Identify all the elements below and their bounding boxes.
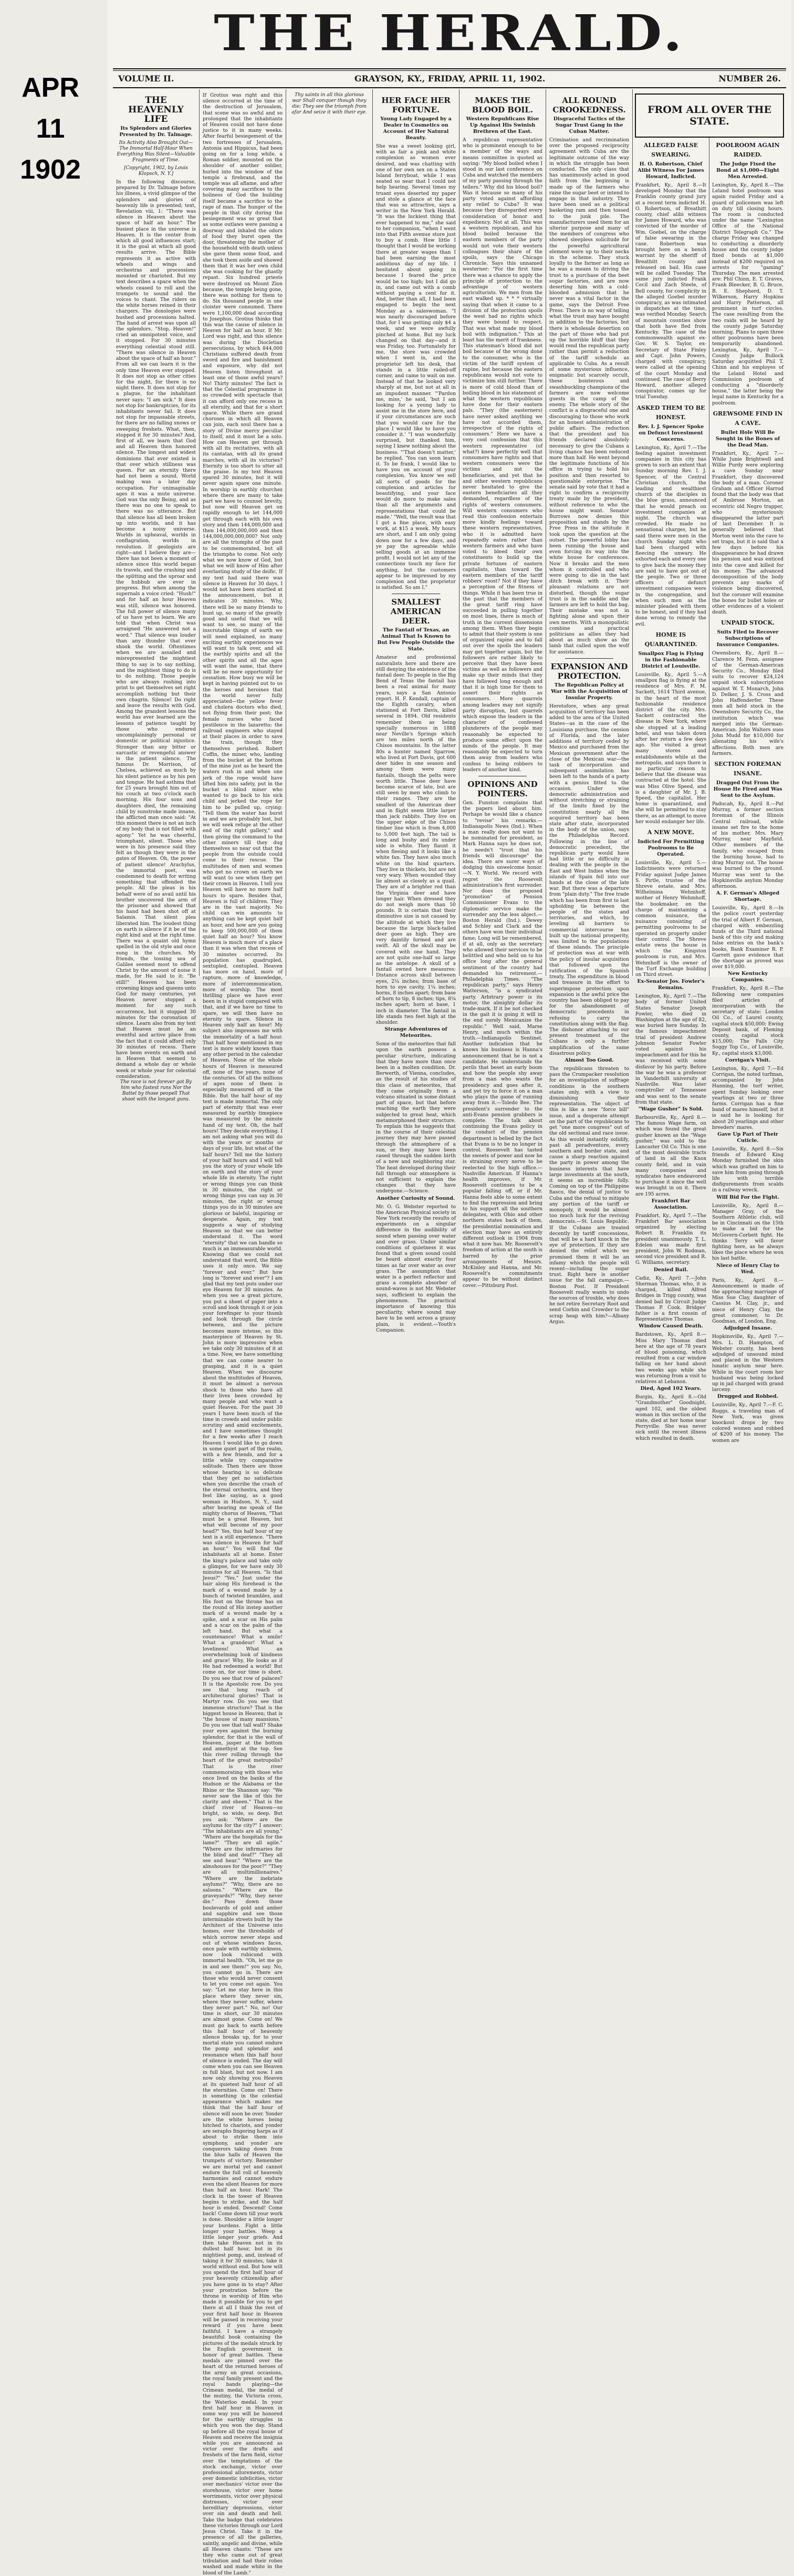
- item-body: Louisville, Ky., April 8.—Manager Gray, of the Southern Athletic club, will be in Cincinnati on the 15th to make a bid for the McGovern-Corbett fight. He thinks Terry will favor fighting here, as he always likes the place where he won his last battle.: [712, 1202, 783, 1262]
- item-body: Louisville, Ky., April 7.—F. C. Ruggs, a traveling man of New York, was given knockout drops by two colored women and robbed of $200 of his money. The women are: [712, 1402, 783, 1443]
- state-news-banner: FROM ALL OVER THE STATE.: [635, 94, 784, 138]
- item-subhead: Indicted For Permitting Poolrooms to Be Operated.: [638, 839, 704, 858]
- dateline: GRAYSON, KY., FRIDAY, APRIL 11, 1902.: [354, 74, 546, 84]
- article-deck: Its Activity Also Brought Out—The Immortal Half-Hour When Everything Was Silent—Valuable Fragments of Time.: [117, 140, 195, 163]
- masthead-rule-top: [113, 68, 786, 69]
- item-body: Lexington, Ky., April 8.—The Leland hotel poolroom was again raided Friday and a guard of policemen was left on duty till closing hours. The room is conducted under the name "Lexington Office of the National District Telegraph Co." The charge Friday was changed to conducting a disorderly house and the county judge fixed bonds at $1,000 instead of $200 required on arrests for "gaming" Thursday. The men arrested are: Phil Chinn, E. T. Graves, Frank Bleecker, B. G. Bruce, B. E. Shepherd, D. T. Wilkerson, Harry Hopkins and Harry Patterson, all prominent in turf circles. The case resulting from the two raids will be heard by the county judge Saturday morning. Plans to open three other poolrooms have been temporarily abandoned. Lexington, Ky., April 7.—County Judge Bullock Saturday acquitted Phil T. Chinn and his employes of the Leland Hotel and Commission poolroom of conducting a "disorderly house," the latter being the legal name in Kentucky for a poolroom.: [712, 182, 783, 406]
- article-body: Heretofore, when any great acquisition of territory has been added to the area of the United States—as in the case of the Louisiana purchase, the cession of Florida, and the later additions of territory ceded by Mexico and purchased from the Mexican government after the close of the Mexican war—the task of incorporation and subsequent assimilation has been left to the hands of a party with a genius fitted to the occasion. Under wise democratic administration and without stretching or straining of the limits fixed by the constitution nearly all the acquired territory has been state after state, incorporated in the body of the union, says the Philadelphia Record. Following in the line of democratic precedent, the republican party would have had little or no difficulty in dealing with the people in the East and West Indies when the islands of Spain fell into our hands at the close of the late war. But there was a departure from "plain duty." The free trade which has been from first to last upholding tie between the people of the states and territories, and which, by leveling all barriers to commercial intercourse has built up the national prosperity, was limited to the populations of these islands. The principle of protection was at war with the policy of insular acquisition that followed upon the ratification of the Spanish treaty. The expenditure in blood and treasure in the effort to superimpose protection upon expansion is the awful price the country has been obliged to pay for the abandonment of democratic precedents in refusing to carry the constitution along with the flag. The dishonor attaching to our present treatment of the Cubans is only a further amplification of the same disastrous policy.: [549, 703, 629, 1056]
- item-subhead: Niece of Henry Clay to Wed.: [716, 1262, 779, 1275]
- column-1: [113, 89, 200, 1103]
- item-body: Paris, Ky., April 8.—Announcement is made of the approaching marriage of Miss Sue Clay, daughter of Cassius M. Clay, jr., and niece of Henry Clay, the great commoner, to Dr. Goodman, of London, Eng.: [712, 1277, 783, 1325]
- article-body: The republicans threaten to pass the Crumpacker resolution for an investigation of suffrage conditions in the southern states only, with a view to diminishing their representation. The object of this is like a new "force bill" issue, and a desperate attempt on the part of the republicans to get "one more congress" out of the old sectional and race issue. As this would instantly solidify, past all peradventure, every southern and border state, and cause a sharp reaction against the party in power among the business interests that have large investments at the south, it seems an incredible folly. Coming on top of the Philippine fiasco, the denial of justice to Cuba and the refusal to mitigate any portion of the tariff or monopoly, it would be almost too much luck for the reviving democrats.—St. Louis Republic. If the Cubans are treated decently by tariff concessions, that will be a hard knock in the eye of protection. If they are denied the relief which we promised them it will be an infamy which the people will resent—including the sugar trust. Right here is another issue for the fall campaign.—Boston Post. If President Roosevelt really wants to undo the sources of trouble, why does he not retire Secretary Root and send Corbin and Crowder to the scrap heap with him?—Albany Argus.: [549, 1066, 629, 1325]
- stamp-day: 11: [36, 113, 65, 144]
- column-2: [200, 89, 286, 2576]
- item-headline: HOME IS QUARANTINED.: [644, 631, 697, 648]
- column-4: [373, 89, 459, 1333]
- item-body: Burgin, Ky., April 8.—Old "Grandmother" Goodnight, aged 102, and the oldest woman in this section of the state, died at her home near Perryville. She was never sick until the recent illness which resulted in death.: [635, 1394, 706, 1441]
- item-subhead: "Wage Gusher" Is Sold.: [638, 1106, 704, 1113]
- date-stamp: [3, 67, 98, 190]
- item-subhead: New Kentucky Companies.: [727, 971, 768, 983]
- masthead-rule-thin: [113, 70, 786, 71]
- item-subhead: Corrigan's Visit.: [725, 1057, 771, 1063]
- item-body: Lexington, Ky., April 7.—Ed Corrigan, the noted turfman, accompanied by John Hanning, the turf writer, spent Sunday looking over yearlings at two or three farms. Corrigan has a fine band of mares himself, but it is said he is looking for about 20 yearlings and other breeders' mares.: [712, 1065, 783, 1130]
- item-body: Hopkinsville, Ky., April 7.—Mrs. L. D. Hampton, of Webster county, has been adjudged of unsound mind and placed in the Western lunatic asylum near here. While in the court room her husband was being locked up in jail charged with grand larceny.: [712, 1334, 783, 1393]
- item-body: Lexington, Ky., April 7.—The body of former United States Senator Joseph Fowler, who died in Washington at the age of 82, was buried here Sunday. In the famous impeachment trial of president Andrew Johnson Senator Fowler voted against his impeachment and for this he was received with some disfavor by his party. Before the war he was a professor in Vanderbilt university at Nashville. Was later comptroller of Tennessee and was sent to the senate from that state.: [635, 993, 706, 1105]
- item-subhead: Smallpox Flag is Flying in the Fashionable District of Louisville.: [638, 650, 704, 669]
- item-body: Louisville, Ky., April 5.—A smallpox flag is flying at the residence of Mrs. F. M. Sackett, 1614 Third avenue, in the heart of the most fashionable residence district of the city. Mrs. Sackett contracted the disease in New York, where she stopped at a leading hotel, and was taken down after her return a few days ago. She visited a great many stores and establishments while at the metropolis, and says there is no particular reason to believe that the disease was contracted at the hotel. She was Miss Olive Speed, and is a daughter of Mr. J. B. Speed, the capitalist. Her home is quarantined, and she will be permitted to stay there, as an attempt to move her would endanger her life.: [635, 671, 706, 825]
- item-body: Barbourville, Ky., April 8.—The famous Wage farm, on which was found the great gusher known as the "Wage gusher," was sold to the Lancaster Oil Co. This is one of the most desirable tracts of land in all the Knox county field, and in vain many companies and syndicates have endeavored to purchase it since the well was brought in on it. There are 195 acres.: [635, 1115, 706, 1197]
- item-body: Louisville, Ky., April 8.—In the police court yesterday the trial of Albert F. German, charged with embezzling funds of the Third national bank of this city and making false entries on the bank's books, Bank Examiner R. P. Garrett gave evidence that the shortage as proved was over $19,000.: [712, 905, 783, 970]
- item-subhead: Will Bid For the Fight.: [716, 1194, 779, 1200]
- copyright-line: [Copyright, 1902, by Louis Klopsch, N. Y.]: [124, 165, 188, 176]
- item-subhead: Window Caused Death.: [639, 1323, 703, 1329]
- masthead-title: THE HERALD.: [214, 4, 685, 62]
- item-body: Paducah, Ky., April 8.—Pat Murray, a former section foreman of the Illinois Central railroad, while insane set fire to the home of his mother, Mrs. Mary Murray, near Mayfield. Other members of the family, who escaped from the burning house, had to drag Murray out. The house was burned to the ground. Murray was sent to the Hopkinsville asylum Monday afternoon.: [712, 801, 783, 889]
- item-subhead: Adjudged Insane.: [723, 1325, 772, 1332]
- item-subhead: Gave Up Part of Their Cuticle.: [717, 1131, 778, 1144]
- article-subhead: Almost Too Good.: [565, 1057, 614, 1064]
- item-body: Frankfort, Ky., April 7.—The Frankfort Bar association organized by electing Robert B. Franklin its president unanimously. T. L. Edelen was made first president, John W. Rodman, second vice president and R. G. Williams, secretary.: [635, 1212, 706, 1266]
- article-body: Gen. Funston complains that the papers lied about him. Perhaps he would like a chance to "revise" his remarks.—Indianapolis News (Ind.). When a man really does not want to be nominated for president, as Mark Hanna says he does not, he needn't "trust that his friends will discourage" the idea. There are surer ways of dodging this unwelcome honor.—N. Y. World. We record with regret the Roosevelt administration's first surrender. Nor does the proposed "promotion" of Pension Commissioner Evans to the diplomatic service make the surrender any the less abject.—Boston Herald (Ind.). Dewey and Schley and Clark and the others have won their individual fame; Long will be remembered, if at all, only as the secretary who allowed their services to be belittled and who held on to his office long after the general sentiment of the country had demanded his retirement.—Philadelphia Times. "The republican party," says Henry Watterson, "is a syndicated party. Arbitrary power is its motor, the almighty dollar its trade-mark. If it be not checked in the gait it is going it will in the end surely Mexicanize the republic." Well said, Marse Henry, and much within the truth.—Indianapolis Sentinel. Another indication that he knows his business is Hanna's announcement that he is not a candidate. He understands the perils that beset an early boom and how the people shy away from a man who wants the presidency and goes after it, and yet try to force it on a man who plays the game of running away from it.—Toledo Bee. The president's surrender to the anti-Evans pension grabbers is complete. The talk about continuing the Evans policy in the conduct of the pension department is belied by the fact that Evans is to be no longer in control. Roosevelt has tasted the sweets of power and now he is straining every nerve to be reelected to the high office.—Nashville American. If Hanna's health improves, if Mr. Roosevelt continues to be a popular falling off, or if Mr. Hanna feels able to some extent to find the repression and bring to his support all the southern delegates, with Ohio and other northern states back of them, the presidential nomination and election may have an entirely different outlook in 1904 from what it now has. Mr. Roosevelt's freedom of action at the south is barred by the prior arrangements of Messrs. McKinley and Hanna, and Mr. Roosevelt's commitments appear to be without distinct cover.—Pittsburg Post.: [463, 799, 542, 1289]
- article-body: In the following discourse, prepared by Dr. Talmage before his illness, a vivid glimpse of the splendors and glories of heavenly life is presented; text, Revelation viii, 1: "There was silence in Heaven about the space of half an hour." The busiest place in the universe is Heaven. It is the center from which all good influences start; it is the goal at which all good results arrive. The Bible represents it as active with wheels and wings and orchestras and processions mounted or charioted. But my text describes a space when the wheels ceased to roll and the trumpets to sound and the voices to chant. The riders on the white horses reined in their chargers. The doxologies were hushed and processions halted. The hand of arrest was upon all the splendors. "Stop, Heaven!" cried an omnipotent voice, and it stopped. For 30 minutes everything celestial stood still. "There was silence in Heaven about the space of half an hour." From all we can learn it is the only time Heaven ever stopped. It does not stop as other cities for the night, for there is no night there. It does not stop for a plague, for the inhabitant never says: "I am sick." It does not stop for bankruptcies, for its inhabitants never fail. It does not stop for impassable streets, for there are no falling snows or sweeping freshets. What, then, stopped it for 30 minutes? And, first of all, we learn that God and all Heaven then honored silence. The longest and widest dominions that ever existed is that over which stillness was queen. For an eternity there had not been a sound. World making was a later day occupation. For unimaginable ages it was a mute universe. God was the only Being, and as there was no one to speak to there was no utterance. But that silence has all been broken up into worlds, and it has become a noisy universe. Worlds in upheaval, worlds in conflagration, worlds in revolution. If geologists are right—and I believe they are—there has not been a moment of silence since this world began its travels, and the crashing and the splitting and the uproar and the hubbub are ever in progress. But when among the supernals a voice cried: "Hush!" and for half an hour Heaven was still, silence was honored. The full power of silence many of us have yet to learn. We are told that when Christ was arraigned "He answered not a word." That silence was louder than any thunder that ever shook the world. Oftentimes when we are assailed and misrepresented the mightiest thing to say is to say nothing, and the mightiest thing to do is to do nothing. Those people who are always rushing into print to get themselves set right accomplish nothing but their own chagrin. Silence! Do right and leave the results with God. Among the grandest lessons the world has ever learned are the lessons of patience taught by those who endured uncomplainingly personal or domestic or political injustice. Stronger than any bitter or sarcastic or revengeful answer is the patient silence. The famous Dr. Morrison, of Chelsea, achieved as much by his silent patience as by his pen and tongue. He had asthma that for 25 years brought him out of his couch at two o'clock each morning. His four sons and daughters died, the remaining child by sunstroke made insane, the afflicted man once said: "At this moment there is not an inch of my body that is not filled with agony." Yet he was cheerful, triumphant, silent. Those who were in his presence said they felt as though they were in the gates of Heaven. Oh, the power of patient silence! Arachylus, the immortal poet, was condemned to death for writing something that offended the people. All the pleas in his behalf were of no avail until his brother uncovered the arm of the prisoner and showed that his hand had been shot off at Salamis. That silent plea liberated him. The loudest thing on earth is silence if it be of the right kind and at the right time. There was a quaint old hymn spelled in the old style and once sung in the churches. My friends, the tossing sea of Galilee seemed most to offend Christ by the amount of noise it made, for He said to it: "Be still!" Heaven has been crowning kings and queens unto God for many centuries, yet Heaven never stopped a moment for any such occurrence, but it stopped 30 minutes for the coronation of silence. Learn also from my text that Heaven must be an eventful and active place from the fact that it could afford only 30 minutes of recess. There have been events on earth and in Heaven that seemed to demand a whole day or whole week or whole year for celestial consideration.: [116, 179, 196, 1079]
- item-subhead: H. O. Robertson, Chief Alibi Witness For James Howard, Indicted.: [638, 161, 704, 180]
- article-headline: SMALLEST AMERICAN DEER.: [390, 597, 442, 626]
- item-headline: A NEW MOVE.: [647, 829, 695, 836]
- article-subhead: Disgraceful Tactics of the Sugar Trust Gang in the Cuban Matter.: [553, 116, 625, 134]
- article-subhead: The Fantail of Texas, an Animal That Is Known to But Few People Outside the State.: [377, 627, 455, 652]
- item-headline: GREWSOME FIND IN A CAVE.: [713, 410, 783, 427]
- column-5: [459, 89, 546, 1289]
- item-subhead: The Judge Fixed the Bond at $1,000—Eight Men Arrested.: [716, 161, 779, 180]
- item-subhead: Frankfort Bar Association.: [651, 1198, 691, 1210]
- article-body-continued: If Grotius was right and this silence occurred at the time of the destruction of Jerusalem, that scene was so awful and so prolonged that the inhabitants of Heaven could not have done justice to it in many weeks. After fearful besiegement of the two fortresses of Jerusalem, Antonia and Hippicus, had been going on for a long while, a Roman soldier, mounted on the shoulder of another soldier, hurled into the window of the temple a firebrand, and the temple was all aflame, and after covering many sacrifices to the holiness of God the building itself became a sacrifice to the rage of man. The hunger of the people in that city during the besiegement was so great that as some outlaws were passing a doorway and inhaled the odors of food they burst open the door, threatening the mother of the household with death unless she gave them some food, and she took them aside and showed them that it was her own child she was cooking for the ghastly repast. Six hundred priests were destroyed on Mount Zion because, the temple being gone, there was nothing for them to do. Six thousand people in one cloister were consumed. There were 1,100,000 dead according to Josephus. Grotius thinks that this was the cause of silence in Heaven for half an hour. If Mr. Lord was right, and this silence was during the Diocletian persecutions, by which 844,000 Christians suffered death from sword and fire and banishment and exposure, why did not Heaven listen throughout at least one of those awful years? No! Thirty minutes! The fact is that the Celestial programme is so crowded with spectacle that it can afford only one recess in all eternity, and that for a short space. While there are grand choruses in which all Heaven can join, each soul there has a story of Divine mercy peculiar to itself, and it must be a solo. How can Heaven get through with all its recitatives, with all its cantatas, with all its grand marches, with all its victories? Eternity is too short to utter all the praise. In my text Heaven spared 30 minutes, but it will never again spare one minute. In worship in earthly churches where there are many to take part we have to counsel brevity, but now will Heaven get on rapidly enough to let 144,000 get through each with his own story and then 144,000,000 and then 144,000,000,000 and then 144,000,000,000,000? Not only are all the triumphs of the past to be commemorated, but all the triumphs to come. Not only what we now know of God, but what we will know of Him after everlasting study of the deific. If my text had said there was silence in Heaven for 30 days, I would not have been startled at the announcement, but it indicates 30 minutes. Why, there will be so many friends to hunt up, so many of the greatly good and useful that we will want to see, so many of the inscrutable things of earth we will need explained, so many exciting earthly experiences we will want to talk over, and all the earthly spirits and all the other spirits and all the ages will want the same, that there will be no more opportunity for cessation. How busy we will be kept in having pointed out to us the heroes and heroines that the world never fully appreciated—the yellow fever and cholera doctors who died, not flying from their post; the female nurses who faced pestilence in the lazaretto; the railroad engineers who stayed at their places in order to save the train, though they themselves perished. Robert Coffin, the miner, who, landing from the bucket at the bottom of the mine just as he heard the waters rush in and when one jerk of the rope would have lifted him into safety, put in the bucket a blind miner who wanted to go back to his sick child and jerked the rope for him to be pulled up, crying: "Tell them the water has burst in and we are probably lost, but we will seek refuge at the other end of the right gallery," and then giving the command to the other miners till they dug themselves so near out that the people from the outside could come to their rescue. The multitudes of men and women who get no crown on earth we will want to see when they get their crown in Heaven. I tell you Heaven will have no more half hours to spare. Besides that, Heaven is full of children. They are in the vast majority. No child can win amounts to anything can be kept quiet half an hour, and how are you going to keep 500,000,000 of them quiet half an hour? You know Heaven is much more of a place than it was when that recess of 30 minutes occurred. Its population has quadrupled, sextupled, centupled. Heaven has more on hand, more of rapture, more of knowledge, more of intercommunication, more of worship. The most thrilling place we have ever been in is stupid compared with that, and if we have no time to spare, we will then have no eternity to spare. Silence in Heaven only half an hour! My subject also impresses me with the immortality of a half hour. That half hour mentioned in my text is more widely known than any other period in the calendar of Heaven. None of the whole hours of Heaven is measured off, none of the years, none of the centuries. Of all the millions of ages none of them is especially measured off in the Bible. But the half hour of my text is made immortal. The only part of eternity that was ever measured by earthly timepiece was measured by the minute hand of my text. Oh, the half hours! They decide everything. I am not asking what you will do with the years or months or days of your life, but what of the half hours? Tell me the history of your half hours and I will tell you the story of your whole life on earth and the story of your whole life in eternity. The right or wrong things you can think in 30 minutes, the right or wrong things you can say in 30 minutes, the right or wrong things you do in 30 minutes are glorious or baleful, inspiring or desperate. Again, my text suggests a way of studying Heaven so that we can better understand it. The word "eternity" that we can handle so much is an immeasurable world. Knowing that we could not understand that word, the Bible uses it only once. We say "forever and ever." But how long is "forever and ever"? I am glad that my text puts under our eye Heaven for 30 minutes. As when you see a great picture, you put a sheet of paper into a scroll and look through it or join your forefinger to your thumb and look through the circle between, and the picture becomes more intense, so this masterpiece of Heaven by St. John is more impressive when we take only 30 minutes of it at a time. Now, we have something that we can come nearer to grasping, and it is a quiet Heaven. When we discourse about the multitudes of Heaven, it must be almost a nervous shock to those who have all their lives been crowded by many people and who want a quiet Heaven. For the past 30 years I have been much of the time in crowds and under public scrutiny and amid excitements, and I have sometimes thought for a few weeks after I reach Heaven I would like to go down in some quiet part of the realm, with a few friends, and for a little while try comparative solitude. Then there are those whose hearing is so delicate that they get no satisfaction when you describe the crash of the eternal orchestra, and they feel like saying, as a good woman in Hudson, N. Y., said after hearing me speak of the mighty chorus of Heaven, "That must be a great Heaven, but what will become of my poor head?" Yes, this half hour of my text is a still experience. "There was silence in Heaven for half an hour." You will find the inhabitants all at home. Enter the king's palace and take only a glimpse, for we have only 30 minutes for all Heaven. "Is that Jesus?" "Yes." Just under the hair along His forehead is the mark of a wound made by a bunch of twisted brambles, and His foot on the throne has on the round of His instep another mark of a wound made by a spike, and a scar on His palm and a scar on the palm of the left hand. But what a countenance! What a smile! What a grandeur! What a loveliness! What an overwhelming look of kindness and grace! Why, He looks as if He had redeemed a world! But come on, for our time is short. Do you see that row of palaces? It is the Apostolic row. Do you see that long reach of architectural glories? That is Martyr row. Do you see that immense structure? That is the biggest house in Heaven; that is "the house of many mansions." Do you see that tall wall? Shake your eyes against the burning splendor, for that is the wall of Heaven, jasper at the bottom and amethyst at the top. See this river rolling through the heart of the great metropolis? That is the river commemorating with those who once lived on the banks of the Hudson or the Alabama or the Rhine or the Shannon say: "We never saw the like of this for clarity and sheen." That is the chief river of Heaven—so bright, so wide, so deep. But you ask: "Where are the asylums for the city?" I answer: "The inhabitants are all young." "Where are the hospitals for the lame?" "They are all agile." "Where are the infirmaries for the blind and deaf?" "They all see and hear." "Where are the almshouses for the poor?" "They are all multimillionaires." "Where are the inebriate asylums?" "Why, there are no saloons." "Where are the graveyards?" "Why, they never die." Pass down those boulevards of gold and amber and sapphire and see those interminable streets built by the Architect of the Universe into homes, over the thresholds of which sorrow never steps and out of whose windows faces, once pale with earthly sickness, now look rubicund with immortal health. "Oh, let me go in and see them!" you say. No, you cannot go in. There are those who would never consent to let you come out again. You say: "Let me stay here in this place where they never sin, where they never suffer, where they never part." No, no! Our time is short, our 30 minutes are almost gone. Come on! We must go back to earth before this half hour of heavenly silence breaks up, for to your mortal state you cannot endure the pomp and splendor and resonance when this half hour of silence is ended. The day will come when you can see Heaven in full blast, but not now. I am now only showing you Heaven at its quietest half hour of all the eternities. Come on! There is something in the celestial appearance which makes me think that the half hour of silence will soon be over. Yonder are the white horses being hitched to chariots, and yonder are seraphs fingering harps as if about to strike them into symphony, and yonder are conquerors taking down from the blue halls of Heaven the trumpets of victory. Remember we are mortal yet and cannot endure the full roll of heavenly harmonies and cannot endure even the silent Heaven for more than half an hour. Hark! The clock in the tower of Heaven begins to strike, and the half hour is ended. Descend! Come back! Come down till your work is done. Shoulder a little longer your burdens. Fight a little longer your battles. Weep a little longer your griefs. And then take Heaven not in its dullest half hour, but in its mightiest pomp, and, instead of taking it for 30 minutes, take it world without end. But how will you spend the first half hour of your heavenly citizenship after you have gone in to stay? After your prostration before the throne in worship of Him who made it possible for you to get there at all I think the rest of your first half hour in Heaven will be passed in receiving your reward if you have been faithful. I have a strangely beautiful book containing the pictures of the medals struck by the English government in honor of great battles. These medals are pinned over the heart of the returned heroes of the army on great occasions, the royal family present and the royal bands playing—the Crimean medal, the medal of the mutiny, the Victoria cross, the Waterloo medal. In your first half hour in Heaven in some way you will be honored for the earthly struggles in which you won the day. Stand up before all the royal house of Heaven and receive the insignia while you are announced as victor over the drafts and freshets of the farm field, victor over the temptations of the stock exchange, victor over professional allurements, victor over domestic infelicities, victor over mechanics' victor over the storehouse, victor over home worriments, victor over physical distresses, victor over hereditary depressions, victor over sin and death and hell. Take the badge that celebrates these victories through our Lord Jesus Christ. Take it in the presence of all the galleries, saintly, angelic and divine, while all Heaven chants: "These are they who came out of great tribulation and had their robes washed and made white in the blood of the Lamb.": [203, 92, 283, 2576]
- item-subhead: Died, Aged 102 Years.: [640, 1386, 702, 1392]
- stamp-month: APR: [22, 72, 79, 103]
- state-column-right: [709, 138, 786, 1443]
- item-body: Louisville, Ky., April 8.—Six friends of Edward King Monday furnished the skin which was grafted on him to save him from going through life with terrible disfigurements from scalds in a railway wreck.: [712, 1146, 783, 1193]
- article-body: Mr. O. G. Webster reported to the American Physical society in New York recently the results of experiments on a singular difference in the audibility of sound when passing over water and over grass. Under similar conditions of quietness it was found that a given sound could be heard almost exactly four times as far over water as over grass. The assumption that water is a perfect reflector and grass a complete absorber of sound-waves is not Mr. Webster says, sufficient to explain the phenomenon. The practical importance of knowing this peculiarity, where sound may have to be sent across a grassy plain, is evident.—Youth's Companion.: [376, 1203, 456, 1333]
- item-headline: POOLROOM AGAIN RAIDED.: [716, 142, 780, 158]
- newspaper-page: [108, 0, 791, 2576]
- item-headline: ASKED THEM TO BE HONEST.: [636, 404, 705, 421]
- column-6: [546, 89, 633, 1325]
- article-headline: THE HEAVENLY LIFE: [128, 95, 184, 124]
- article-subhead: Young Lady Engaged by a Dealer in Cosmetics on Account of Her Natural Beauty.: [380, 116, 452, 141]
- article-body: Amateur and professional naturalists here and there are still denying the existence of the fantail deer. To people in the Big Bend of Texas the fantail has been a real animal for many years, says a San Antonio report. H. F. Kendall, captain of the Eighth cavalry, when stationed at Fort Davis, killed several in 1894. Old residents remember them as being specially numerous in 1888 near Neville's Springs which are ten miles north of the Chisos mountains. In the latter 80s a hunter named Sparrow, who lived at Fort Davis, got 600 deer hides in one season and among them were many fantails, though the pelts were worth little. These deer have become scarce of late, but are still seen by men who climb to their ranges. They are the smallest of the American deer and in flight seem little larger than jack rabbits. They live on the upper edge of the Chisos timber line which is from 4,000 to 5,000 feet high. The tail is long and bushy and its under side is white. They flaunt it when fleeing and it looks like a white fan. They have also much white on the hind quarters. They live in thickets, but are not very wary. When wounded they lie almost as closely as a quail. They are of a brighter red than the Virginia deer and have longer hair. When dressed they do not weigh more than 50 pounds. It is certain that their diminutive size is not caused by the altitude at which they live because the large black-tailed deer goes as high. They are very daintily formed and are swift. All of the skull may be covered with one hand. They are not quite one-half so large as the antelope. A skull of a fantail owned here measures: Distance across skull between eyes, 2¼ inches; from base of horn to eye cavity, 1¼ inches; horns, 8 inches apart; from base of horn to tip, 8 inches; tips, 8¼ inches apart; horn at base, 1 inch in diameter. The fantail in life stands two feet high at the shoulder.: [376, 655, 456, 1026]
- item-body: Lexington, Ky., April 7.—The feeling against investment companies in this city has grown to such an extent that Sunday morning Rev. I. J. Spencer, of the Central Christian church, the leading and wealthiest church of the disciples in the blue grass, announced that he would preach on investment companies at night. The church was crowded. He made no sensational charges, but he said there were men in the church Sunday night who had been charged with fleecing the unwary. He exhorted each and every one to give back the money they are said to have got out of the people. Two or three officers of defunct investment companies were in the congregation, and when such men as the minister pleaded with them to be honest, and if they had done wrong to remedy the evil.: [635, 444, 706, 627]
- article-subhead: Strange Adventures of Meteorites.: [384, 1026, 447, 1039]
- columns: [113, 89, 786, 2576]
- item-headline: SECTION FOREMAN INSANE.: [714, 761, 781, 777]
- article-body: A republican representative who is prominent enough to be a member of the ways and means committee is quoted as saying: "My blood boiled when I stood in our last conference on Cuba and watched the members of my party passing through the tellers." Why did his blood boil? Was it because so many of his party voted against affording any relief to Cuba? It was because they disregarded every consideration of honor and expediency. Not at all. This was a western republican, and his blood boiled because the eastern members of the party would not vote their western colleagues their share of the spoils, says the Chicago Chronicle. Says this unnamed westerner: "For the first time there was a chance to apply the principle of protection to the advantage of western agriculturists. We men from the east walked up. * * * virtually saying that when it came to a division of the protection spoils the west had no rights which they were bound to respect. That was what made my blood boil with indignation." This at least has the merit of frankness. This statesman's blood did not boil because of the wrong done to the consumer, who is the victim of the tariff system of rapine, but because the eastern republicans would not vote to victimize him still further. There is more of cold blood than of boiling blood in his statement of what the western republicans have done for their eastern pals. "They (the easterners) have never asked anything we have not accorded them, irrespective of the rights of consumers." Here we have a very cool confession that this western representative (of what?) knew perfectly well that consumers have rights and that western consumers were the victims and not the beneficiaries, and yet that he and other western republicans never hesitated to give the eastern beneficiaries all they demanded, regardless of the rights of western consumers. Will western consumers who read this confession entertain more kindly feelings toward these western representatives, who it is admitted have repeatedly eaten rather than western farmers and who have voted to bleed their own constituents to build up the private fortunes of eastern capitalists, than toward the eastern members of the tariff robbers' roost? Not if they have a perception of the fitness of things. While it has been true in the past that the members of the great tariff ring have succeeded in pulling together on most lines, there is much of truth in the current dissensions among them. When they begin to admit that their system is one of organized rapine and to fall out over the spoils the leaders may get together again, but the followers are rather likely to perceive that they have been victims as well as followers and make up their minds that they have followed long enough and that it is high time for them to assert their rights as consumers. More quarrels among leaders may not signify party disruption, but quarrels which expose the leaders in the character of confessed plunderers of the people may reasonably be expected to produce some effect upon the minds of the people. It may reasonably be expected to turn them away from leaders who confess to being robbers to leaders of another kind.: [463, 137, 542, 773]
- article-headline: HER FACE HER FORTUNE.: [381, 96, 451, 115]
- article-headline: ALL ROUND CROOKEDNESS.: [552, 96, 626, 115]
- issue-number: NUMBER 26.: [718, 74, 781, 84]
- item-body: Frankfort, Ky., April 8.—The following new companies filed articles of incorporation with the secretary of state: London Oil Co., of Laurel county, capital stock $50,000; Ewing Deposit bank, of Fleming county, capital stock $15,000; The Falls City Soggy Top Co., of Louisville, Ky., capital stock $3,000.: [712, 985, 783, 1056]
- article-body: Crimination and recrimination over the proposed reciprocity agreement with Cuba are the legitimate outcome of the way in which the struggle has been conducted. The only class that has unanimously acted in good faith from the beginning is made up of the farmers who raise the sugar beet or intend to engage in that industry. They have been used as a political basketing ram and then tossed to the junk pile. The manufacturers used them for an ulterior purpose and many of the members of congress who showed sleepless solicitude for the powerful agricultural element were up to their necks in the scheme. They stuck loyally to the farmer as long as he was a means to driving the trust to a purchase of the beet sugar factories, and are now deserting him with a cold-blooded admission that he never was a vital factor in the game, says the Detroit Free Press. There is no way of telling what the trust may have bought in addition to the factories, but there is wholesale desertion on the part of those who had put up the horrible bluff that they would rend the republican party rather than permit a reduction of the tariff schedule as applicable to Cuba. As a result of some mysterious influence, enigmatic but scarcely occult, these boisterous and swashbuckling champions of the farmers are now welcome guests in the camp of the enemy. The whole story of the conflict is a disgraceful one and discouraging to those who work for an honest administration of public affairs. The reduction that the president and his friends declared absolutely necessary to give the Cubans a living chance has been reduced more than half. He went beyond the legitimate functions of his office in trying to hold his position and then resorted to questionable enterprise. The senate said by vote that it had a right to confirm a reciprocity treaty made by the president, without reference to who the house might want. Senator Burrows now denies this proposition and stands by the Free Press in the attitude it took upon the question at the outset. The powerful lobby has been running the house and even forcing its way into the white house for conferences. Now it breaks and the men whom it controlled and who were going to die in the last ditch break with it. Their pleasant relations are not disturbed, though the sugar trust is in the saddle and the farmers are left to hold the bag. Their mistake was not in fighting alone and upon their own merits. With a monopolistic combine and practical politicians as allies they had about as much show as the lamb that called upon the wolf for assistance.: [549, 137, 629, 655]
- item-body: Cadiz, Ky., April 7.—John Sherman Thomas, who, it is charged, killed Alfred Bridges in Trigg county, was denied bail by Circuit Judge Thomas P. Cook. Bridges' father is a first cousin of Representative Thomas.: [635, 1275, 706, 1323]
- item-subhead: Ex-Senator Jos. Fowler's Remains.: [637, 979, 705, 991]
- article-subhead: Western Republicans Rise Up Against His Swinish Brethren of the East.: [466, 116, 539, 134]
- item-body: Frankfort, Ky., April 8.—It developed Monday that the Franklin county grand jury at a recent term indicted H. O. Robertson, of Breathitt county, chief alibi witness for James Howard, who was convicted of the murder of Wm. Goebel, on the charge of false swearing in the case. Robertson was brought here on a bench warrant by the sheriff of Breathitt county and released on bail. His case will be called Tuesday. The same jury indicted Frank Cecil and Zach Steele, of Bell county, for complicity in the alleged Goebel murder conspiracy, as was intimated in dispatches at the time, was verified Monday. Search of mountain counties show that both have fled from Kentucky. The case of the commonwealth against ex-Gov. W. S. Taylor, ex-Secretary of State Finley and Capt. John Powers, charged with conspiracy, were called at the opening of the court Monday and continued. The case of Berry Howard, another alleged conspirator, comes up for trial Tuesday.: [635, 182, 706, 400]
- article-headline: MAKES THE BLOOD BOIL.: [472, 96, 534, 115]
- item-subhead: Drugged and Robbed.: [717, 1394, 778, 1400]
- hymn-verse: The race is not forever got By him who fastest runs Nor the Battel by those peopell That shoot with the longest guns.: [120, 1079, 192, 1103]
- item-body: Louisville, Ky., April 5.—Indictments were returned Friday against Judge James S. Pirtle, trustee of the Shreve estate, and Mrs. Wilhelmina Wehmhoff, mother of Henry Wehmhoff, the bookmaker, on the charge of maintaining a common nuisance, the nuisance consisting of permitting poolrooms to be operated on property under their control. The Shreve estate owns the house in which the Kingston poolroom is run, and Mrs. Wehmhoff is the owner of the Turf Exchange building on Third street.: [635, 860, 706, 978]
- item-subhead: A. F. German's Alleged Shortage.: [716, 890, 780, 903]
- article-subhead: The Republican Policy at War with the Acquisition of Insular Property.: [551, 682, 628, 701]
- article-headline: OPINIONS AND POINTERS.: [467, 779, 538, 798]
- item-subhead: Dragged Out From the House He Fired and Was Sent to the Asylum.: [713, 780, 782, 799]
- item-subhead: Bullet Hole Will Be Sought in the Bones of the Dead Man.: [715, 429, 780, 448]
- item-body: Frankfort, Ky., April 7.—While Junie Brightwell and Willie Purdy were exploring a cave Sunday near Frankfort, they discovered the body of a man. Coroner Graham and Officer Harrod found that the body was that of Ambrose Morton, an eccentric old Negro trapper, who mysteriously disappeared the latter part of last December. It is generally believed that Morton went into the cave to set traps, but it is said that a few days before his disappearance he had drawn his pension and was enticed into the cave and killed for his money. The advanced decomposition of the body prevents any marks of violence being discovered, but the coroner will examine the bones for bullet holes or other evidences of a violent death.: [712, 450, 783, 616]
- article-subhead: Its Splendors and Glories Presented by Dr. Talmage.: [119, 126, 193, 138]
- hymn-verse-2: Thy saints in all this glorious war Shall conquer though they die; They see the triumph from afar And seize it with their eye.: [291, 92, 367, 115]
- article-body: Some of the meteorites that fall upon the earth possess a peculiar structure, indicating that they have more than once been in a molten condition. Dr. Berwerth, of Vienna, concludes, as the result of his studies of this class of meteorites, that they came originally from a volcano situated in some distant part of space, but that before reaching the earth they were subjected to great heat, which metamorphosed their structure. To explain this he suggests that in the course of their celestial journey they may have passed through the atmosphere of a sun, or they may have been cased through the sudden birth of a new and neighboring star. The heat developed during their fall through our atmosphere is not sufficient to explain the changes that they have undergone.—Science.: [376, 1041, 456, 1194]
- item-headline: UNPAID STOCK.: [720, 619, 775, 627]
- article-body: She was a sweet looking girl, with as fair a pink and white complexion as women ever desired, and was chatting with one of her own sex on a Staten Island ferryboat, while I was seated so near that I could not help hearing. Several times my truant eyes deserted my paper and stole a glance at the face that was so attractive, says a writer in the New York Herald. "It was the luckiest thing that ever happened to me," she said to her companion, "when I went into that Fifth avenue store just to buy a comb. How little I thought that I would be working there at greater wages than I had been earning the most ambitious day of my life. I hesitated about going in because I feared the price would be too high; but I did go in, and came out with a comb without paying a cent for it. And, better than all, I had been engaged to begin the next Monday as a saleswoman. "I was nearly discouraged before that, for I was getting only $4 a week, and we were awfully pinched at home. But my luck changed on that day—and it was Friday, too. Fortunately for me, the store was crowded when I went in, and the proprietor left his desk, that stands in a little railed-off corner, and came to wait on me. Instead of that he looked very sharply at me, but not at all in an impudent manner. "'Pardon me, miss,' he said, 'but I am looking for a young lady to assist me in the store here, and if your circumstances are such that you would care for the place I would like to have you consider it.' "I was wonderfully surprised, but thanked him, saying I knew nothing about the business. "'That doesn't matter,' he replied. 'You can soon learn it. To be frank, I would like to have you on account of your complexion. You know we sell all sorts of goods for the complexion and articles for beautifying, and your face would do more to make sales than all the arguments and representations that could be made.' "Well, the result was that I got a fine place, with easy work, at $15 a week. My hours are short, and I am only going down now for a few days, and ye pay the agreeable while selling goods at an immense profit. I would not let any of the connections touch my face for anything, but the customers appear to be impressed by my complexion and the proprietor is satisfied. So am I.": [376, 143, 456, 591]
- volume-label: VOLUME II.: [118, 74, 174, 84]
- item-headline: ALLEGED FALSE SWEARING.: [643, 142, 698, 158]
- article-headline: EXPANSION AND PROTECTION.: [550, 661, 628, 681]
- issue-rule-bottom: [113, 87, 786, 88]
- separator: [565, 658, 613, 659]
- item-subhead: Rev. I. J. Spencer Spoke on Defunct Investment Concerns.: [638, 423, 704, 442]
- item-subhead: Denied Bail.: [653, 1266, 688, 1273]
- item-subhead: Suits Filed to Recover Subscriptions of Insurance Companies.: [716, 629, 779, 648]
- item-body: Owensboro, Ky., April 8.—Clarence M. Fenn, assignee of the German-American Security Co., Monday filed suits to recover $24,124 unpaid stock subscriptions against W. T. Monarch, John D. Delker, J. S. Cross and John Haffenderfer. These men all held stock in the Owensboro Security Co., the institution which was merged into the German-American. John Walters sues John Mudd for $10,000 for alienating his wife's affections. Both men are farmers.: [712, 650, 783, 756]
- state-column-left: [633, 138, 709, 1441]
- article-subhead: Another Curiosity of Sound.: [377, 1195, 455, 1201]
- item-body: Bardstown, Ky., April 8.—Miss Mary Thomas died here at the age of 78 years of blood poisoning, which resulted from a car window falling on her hand about two weeks ago while she was returning from a visit to relatives at Lebanon.: [635, 1332, 706, 1385]
- stamp-year: 1902: [20, 154, 81, 185]
- column-3: [286, 89, 373, 976]
- state-news-section: [633, 89, 786, 1443]
